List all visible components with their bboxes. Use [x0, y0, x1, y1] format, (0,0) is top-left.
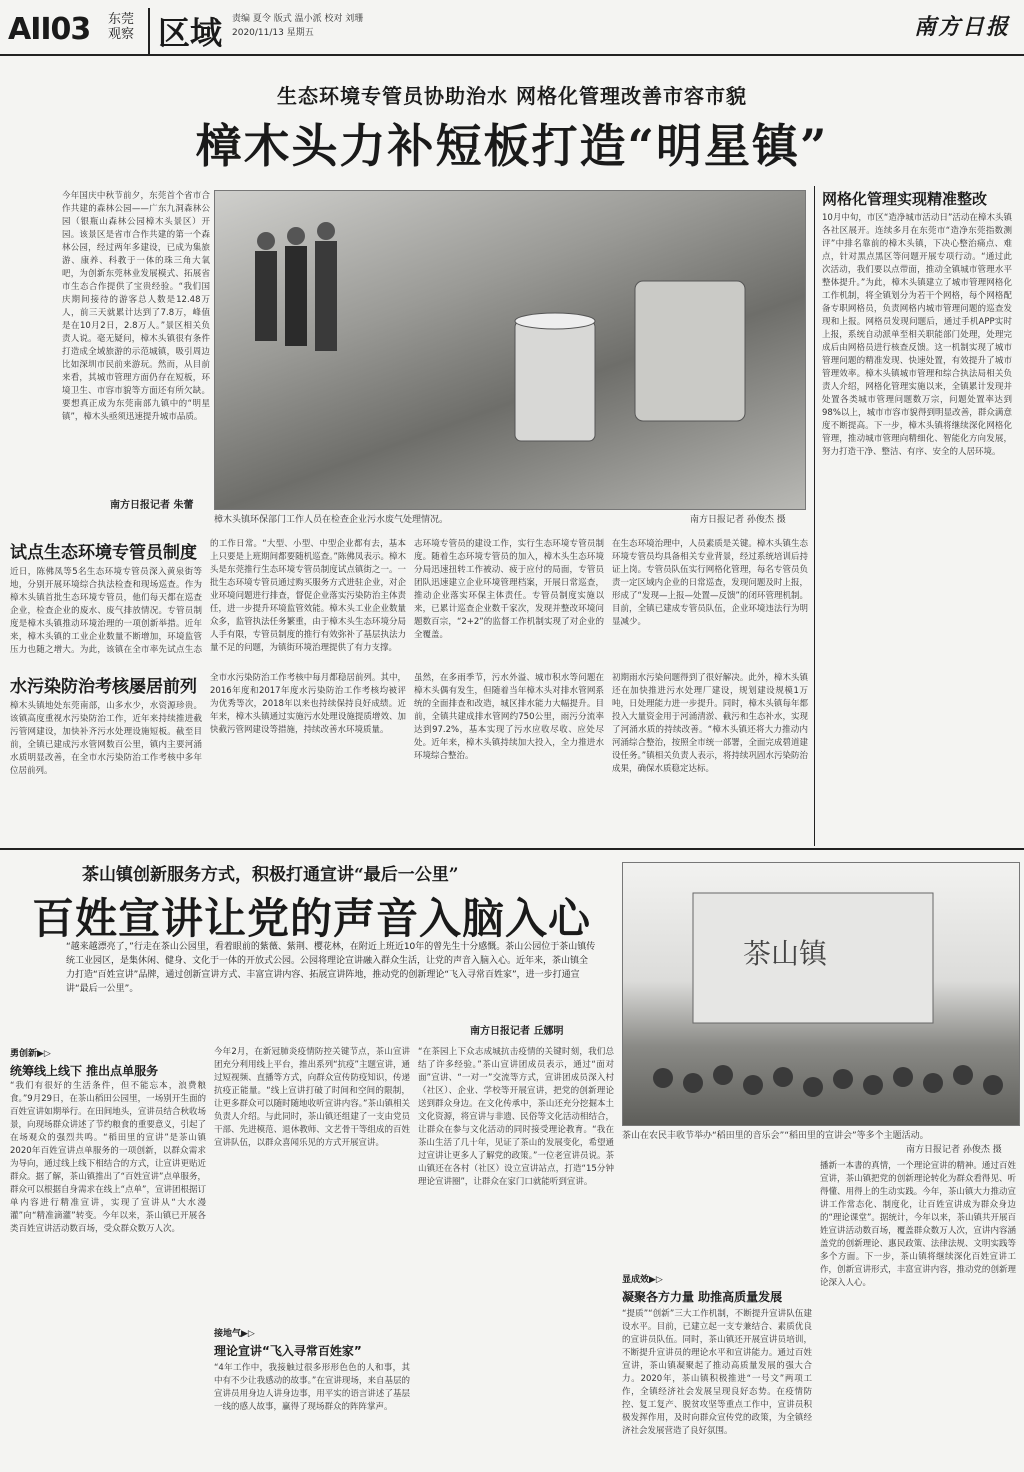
story2-col-d: “提质”“创新”三大工作机制，不断提升宣讲队伍建设水平。目前，已建立起一支专兼结合、素质优良的宣讲员队伍。同时，茶山镇还开展宣讲员培训，不断提升宣讲员的理论水平和宣讲能力。通过百姓宣讲，茶山镇凝聚起了推动高质量发展的强大合力。2020年，茶山镇积极推进“一号文”两项工作，全镇经济社会发展呈现良好态势。在疫情防控、复工复产、脱贫攻坚等重点工作中，宣讲员积极发挥作用，及时向群众宣传党的政策，为全镇经济社会发展营造了良好氛围。: [622, 1309, 812, 1436]
story2-col-d-top: [622, 1160, 812, 1264]
story1-col8: 虽然，在多雨季节，污水外溢、城市积水等问题在樟木头偶有发生，但随着当年樟木头对排水管网系统的全面排查和改造，城区排水能力大幅提升。目前，全镇共建成排水管网约750公里，雨污分流率达到97.2%，基本实现了污水应收尽收、应处尽处。近年来，樟木头镇持续加大投入，全力推进水环境综合整治。: [414, 673, 604, 761]
story1-lead-byline: 南方日报记者 朱蕾: [110, 500, 194, 511]
story2-kicker-c-title: 凝聚各方力量 助推高质量发展: [622, 1290, 783, 1304]
story1-col5: 在生态环境治理中，人员素质是关键。樟木头镇生态环境专管员均具备相关专业背景，经过系统培训后持证上岗。专管员队伍实行网格化管理，每名专管员负责一定区域内企业的日常巡查，发现问题及时上报，形成了“发现—上报—处置—反馈”的闭环管理机制。目前，全镇已建成专管员队伍，企业环境违法行为明显减少。: [612, 539, 808, 627]
story1-photo-caption: 樟木头镇环保部门工作人员在检查企业污水废气处理情况。: [214, 515, 449, 525]
story2-kicker-b: 接地气▶▷: [214, 1329, 255, 1339]
credits-editors: 责编 夏令 版式 温小派 校对 刘珊: [232, 14, 364, 24]
story2-kicker-a: 勇创新▶▷: [10, 1049, 51, 1059]
page-number: AII03: [8, 12, 91, 47]
section-label-small: 东莞观察: [108, 12, 135, 42]
story1-col6: 初期雨水污染问题得到了很好解决。此外，樟木头镇还在加快推进污水处理厂建设，规划建设规模1万吨，日处理能力进一步提升。同时，樟木头镇每年都投入大量资金用于河涌清淤、截污和生态补水，实现了河涌水质的持续改善。“樟木头镇还将大力推动内河涌综合整治，按照全市统一部署，全面完成碧道建设任务。”镇相关负责人表示，将持续巩固水污染防治成果，确保水质稳定达标。: [612, 673, 808, 774]
story1-section-a-text: 近日，陈佛凤等5名生态环境专管员深入黄泉街等地，分别开展环境综合执法检查和现场巡查。作为樟木头镇首批生态环境专管员，他们每天都在巡查企业，检查企业的废水、废气排放情况。专管员制度是樟木头镇推动环境治理的一项创新举措。近年来，樟木头镇的工业企业数量不断增加，环境监管压力也随之增大。为此，该镇在全市率先试点生态: [10, 567, 202, 655]
credits-date: 2020/11/13 星期五: [232, 28, 314, 38]
newspaper-logo: 南方日报: [913, 14, 1010, 40]
story2-byline: 南方日报记者 丘娜明: [470, 1026, 564, 1037]
story1-col4: 志环境专管员的建设工作，实行生态环境专管员制度。随着生态环境专管员的加入，樟木头生态环境分局迅速扭转工作被动、疲于应付的局面，专管员团队迅速建立企业环境管理档案，开展日常巡查，推动企业落实环保主体责任。专管员制度实施以来，已累计巡查企业数千家次，发现并整改环境问题数百宗，“2+2”的监督工作机制实现了对企业的全覆盖。: [414, 539, 604, 640]
story1-right-text: 10月中旬，市区“造净城市活动日”活动在樟木头镇各社区展开。连续多月在东莞市“造净东莞指数测评”中排名靠前的樟木头镇，下决心整治痛点、难点，针对黑点黑区等问题开展专项行动。“通过此次活动，我们要以点带面，推动全镇城市管理水平整体提升。”为此，樟木头镇建立了城市管理网格化工作机制，将全镇划分为若干个网格，每个网格配备专职网格员，负责网格内城市管理问题的巡查发现和上报。网格员发现问题后，通过手机APP实时上报，系统自动派单至相关职能部门处理，处理完成后由网格员进行核查反馈。这一机制实现了城市管理问题的精准发现、快速处置，有效提升了城市管理效率。樟木头镇城市管理和综合执法局相关负责人介绍，网格化管理实施以来，全镇累计发现并处置各类城市管理问题数万宗，问题处置率达到98%以上，城市市容市貌得到明显改善，群众满意度不断提高。下一步，樟木头镇将继续深化网格化管理，推动城市管理向精细化、智能化方向发展，努力打造干净、整洁、有序、安全的人居环境。: [822, 213, 1012, 457]
story2-col-b: 今年2月，在新冠肺炎疫情防控关键节点，茶山宣讲团充分利用线上平台，推出系列“抗疫”主题宣讲，通过短视频、直播等方式，向群众宣传防疫知识，传递抗疫正能量。“线上宣讲打破了时间和空间的限制，让更多群众可以随时随地收听宣讲内容。”茶山镇相关负责人介绍。与此同时，茶山镇还组建了一支由党员干部、先进模范、退休教师、文艺骨干等组成的百姓宣讲队伍，以群众喜闻乐见的方式开展宣讲。: [214, 1047, 410, 1148]
story2-photo-banner-text: 茶山镇: [743, 937, 828, 970]
story1-headline: 樟木头力补短板打造“明星镇”: [195, 119, 829, 173]
story1-photo: [214, 190, 806, 510]
story2-col-a: “我们有很好的生活条件，但不能忘本，浪费粮食。”9月29日，在茶山稻田公园里，一场别开生面的百姓宣讲如期举行。在田间地头，宣讲员结合秋收场景，向现场群众讲述了节约粮食的重要意义，引起了在场观众的强烈共鸣。“稻田里的宣讲”是茶山镇2020年百姓宣讲点单服务的一项创新，以群众需求为导向，通过线上线下相结合的方式，让宣讲更贴近群众。据了解，茶山镇推出了“百姓宣讲”点单服务，群众可以根据自身需求在线上“点单”，宣讲团根据订单内容进行精准宣讲，实现了宣讲从“大水漫灌”向“精准滴灌”转变。今年以来，茶山镇已开展各类百姓宣讲活动数百场，受众群众数万人次。: [10, 1081, 206, 1234]
story1-section-b-title: 水污染防治考核屡居前列: [10, 677, 197, 697]
story1-section-a-title: 试点生态环境专管员制度: [10, 543, 197, 563]
story1-right-title: 网格化管理实现精准整改: [822, 190, 988, 208]
story2-kicker-c: 显成效▶▷: [622, 1275, 663, 1285]
story2-col-e: 播新一本書的真情，一个理论宣讲的精神。通过百姓宣讲，茶山镇把党的创新理论转化为群众看得见、听得懂、用得上的生动实践。今年，茶山镇大力推动宣讲工作常态化、制度化，让百姓宣讲成为群众身边的“理论课堂”。据统计，今年以来，茶山镇共开展百姓宣讲活动数百场，覆盖群众数万人次，宣讲内容涵盖党的创新理论、惠民政策、法律法规、文明实践等多个方面。下一步，茶山镇将继续深化百姓宣讲工作，创新宣讲形式，丰富宣讲内容，推动党的创新理论深入人心。: [820, 1161, 1016, 1288]
story2-photo-caption: 茶山在农民丰收节举办“稻田里的音乐会”“稻田里的宣讲会”等多个主题活动。: [622, 1131, 929, 1141]
story1-photo-illustration: [215, 191, 805, 509]
section-label: 区域: [148, 8, 222, 54]
credits: [232, 12, 363, 40]
story1-col3: 的工作日常。“大型、小型、中型企业都有去，基本上只要是上班期间都要随机巡查。”陈佛凤表示。樟木头是东莞推行生态环境专管员制度试点镇街之一。一批生态环境专管员通过购买服务方式进驻企业，对企业环境问题进行排查，督促企业落实污染防治主体责任，进一步提升环境监管效能。樟木头工业企业数量众多，监管执法任务繁重，由于樟木头生态环境分局人手有限，专管员制度的推行有效弥补了基层执法力量不足的问题，为镇街环境治理提供了有力支撑。: [210, 539, 406, 653]
story2-col-b2: “4年工作中，我接触过很多形形色色的人和事，其中有不少让我感动的故事。”在宣讲现场，来自基层的宣讲员用身边人讲身边事，用平实的语言讲述了基层一线的感人故事，赢得了现场群众的阵阵掌声。: [214, 1363, 410, 1412]
story1-lead-text: 今年国庆中秋节前夕，东莞首个省市合作共建的森林公园——广东九洞森林公园（银瓶山森林公园樟木头景区）开园。该景区是省市合作共建的第一个森林公园，经过两年多建设，已成为集旅游、康养、科教于一体的珠三角大氧吧，为创新东莞林业发展模式、拓展省市生态合作提供了宝贵经验。“我们国庆期间接待的游客总人数是12.48万人，前三天就累计达到了7.8万，峰值是在10月2日，2.8万人。”景区相关负责人说。毫无疑问，樟木头镇很有条件打造成全域旅游的示范城镇，吸引周边比如深圳市民前来游玩。然而，从目前来看，其城市管理方面仍存在短板，环境卫生、市容市貌等方面还有所欠缺。要想真正成为东莞南部九镇中的“明星镇”，樟木头亟须迅速提升城市品质。: [62, 191, 210, 422]
story2-photo-illustration: [623, 863, 1019, 1125]
story-divider: [0, 848, 1024, 850]
story1-col7: 全市水污染防治工作考核中每月都稳居前列。其中，2016年度和2017年度水污染防治工作考核均被评为优秀等次，2018年以来也持续保持良好成绩。近年来，樟木头镇通过实施污水处理设施提质增效、加快截污管网建设等措施，持续改善水环境质量。: [210, 673, 406, 735]
story2-photo-credit: 南方日报记者 孙俊杰 摄: [906, 1145, 1002, 1155]
story2-col-c: “在茶园上下众志成城抗击疫情的关键时刻，我们总结了许多经验。”茶山宣讲团成员表示，通过“面对面”宣讲、“一对一”交流等方式，宣讲团成员深入村（社区）、企业、学校等开展宣讲，把党的创新理论送到群众身边。在文化传承中，茶山还充分挖掘本土文化资源，将宣讲与非遗、民俗等文化活动相结合，让群众在参与文化活动的同时接受理论教育。“我在茶山生活了几十年，见证了茶山的发展变化，希望通过宣讲让更多人了解党的政策。”一位老宣讲员说。茶山镇还在各村（社区）设立宣讲站点，打造“15分钟理论宣讲圈”，让群众在家门口就能听到宣讲。: [418, 1047, 614, 1187]
story1-section-b-text: 樟木头镇地处东莞南部，山多水少，水资源珍贵。该镇高度重视水污染防治工作，近年来持续推进截污管网建设，加快补齐污水处理设施短板。截至目前，全镇已建成污水管网数百公里，镇内主要河涌水质明显改善，在全市水污染防治工作考核中多年位居前列。: [10, 701, 202, 776]
story2-kicker-b-title: 理论宣讲“飞入寻常百姓家”: [214, 1344, 362, 1358]
story2-headline: 百姓宣讲让党的声音入脑入心: [32, 894, 592, 943]
story2-subtitle: 茶山镇创新服务方式，积极打通宣讲“最后一公里”: [82, 865, 459, 885]
story2-photo: [622, 862, 1020, 1126]
story1-photo-credit: 南方日报记者 孙俊杰 摄: [690, 515, 786, 525]
story2-kicker-a-title: 统筹线上线下 推出点单服务: [10, 1064, 159, 1078]
column-divider: [814, 186, 815, 846]
story2-intro: “越来越漂亮了，”行走在茶山公园里，看着眼前的紫薇、紫荆、樱花林，在附近上班近10年的曾先生十分感慨。茶山公园位于茶山镇传统工业园区，是集休闲、健身、文化于一体的开放式公园。公园将理论宣讲融入群众生活，让党的声音入脑入心。近年来，茶山镇全力打造“百姓宣讲”品牌，通过创新宣讲方式、丰富宣讲内容、拓展宣讲阵地，推动党的创新理论“飞入寻常百姓家”，进一步打通宣讲“最后一公里”。: [66, 942, 596, 994]
story1-subtitle: 生态环境专管员协助治水 网格化管理改善市容市貌: [277, 84, 747, 108]
